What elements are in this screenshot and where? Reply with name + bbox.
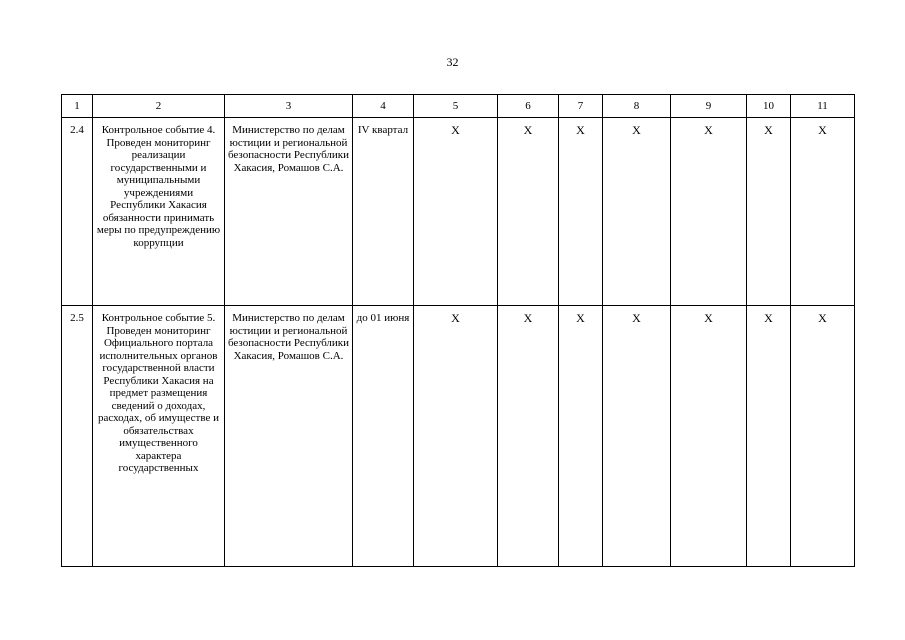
mark-cell: X: [671, 306, 747, 567]
header-cell: 4: [353, 95, 414, 118]
header-cell: 8: [603, 95, 671, 118]
mark-cell: X: [559, 118, 603, 306]
table-row: [62, 118, 855, 306]
mark-cell: X: [559, 306, 603, 567]
mark-cell: X: [498, 118, 559, 306]
header-cell: 11: [791, 95, 855, 118]
table-header-row: [62, 95, 855, 118]
row-number: 2.5: [62, 306, 93, 567]
mark-cell: X: [414, 118, 498, 306]
page-number: 32: [446, 55, 459, 69]
document-table: [61, 94, 855, 567]
mark-cell: X: [747, 118, 791, 306]
event-description-text: Контрольное событие 5. Проведен мониторинг Официального портала исполнительных органов государственной власти Республики Хакасия на предмет размещения сведений о доходах, расходах, об имуществе и обязательствах имущественного характера государственных: [97, 312, 220, 474]
mark-cell: X: [603, 306, 671, 567]
header-cell: 7: [559, 95, 603, 118]
mark-cell: X: [747, 306, 791, 567]
event-description: Контрольное событие 4. Проведен мониторинг реализации государственными и муниципальными учреждениями Республики Хакасия обязанности принимать меры по предупреждению коррупции: [93, 118, 225, 306]
header-cell: 6: [498, 95, 559, 118]
mark-cell: X: [498, 306, 559, 567]
responsible-party: Министерство по делам юстиции и региональной безопасности Республики Хакасия, Ромашов С.А.: [225, 118, 353, 306]
deadline: IV квартал: [353, 118, 414, 306]
header-cell: 3: [225, 95, 353, 118]
event-description: [93, 306, 225, 567]
table-row: [62, 306, 855, 567]
responsible-party: Министерство по делам юстиции и региональной безопасности Республики Хакасия, Ромашов С.А.: [225, 306, 353, 567]
mark-cell: X: [414, 306, 498, 567]
header-cell: 10: [747, 95, 791, 118]
deadline: до 01 июня: [353, 306, 414, 567]
row-number: 2.4: [62, 118, 93, 306]
mark-cell: X: [671, 118, 747, 306]
mark-cell: X: [603, 118, 671, 306]
mark-cell: X: [791, 306, 855, 567]
header-cell: 2: [93, 95, 225, 118]
mark-cell: X: [791, 118, 855, 306]
header-cell: 9: [671, 95, 747, 118]
header-cell: 5: [414, 95, 498, 118]
header-cell: 1: [62, 95, 93, 118]
